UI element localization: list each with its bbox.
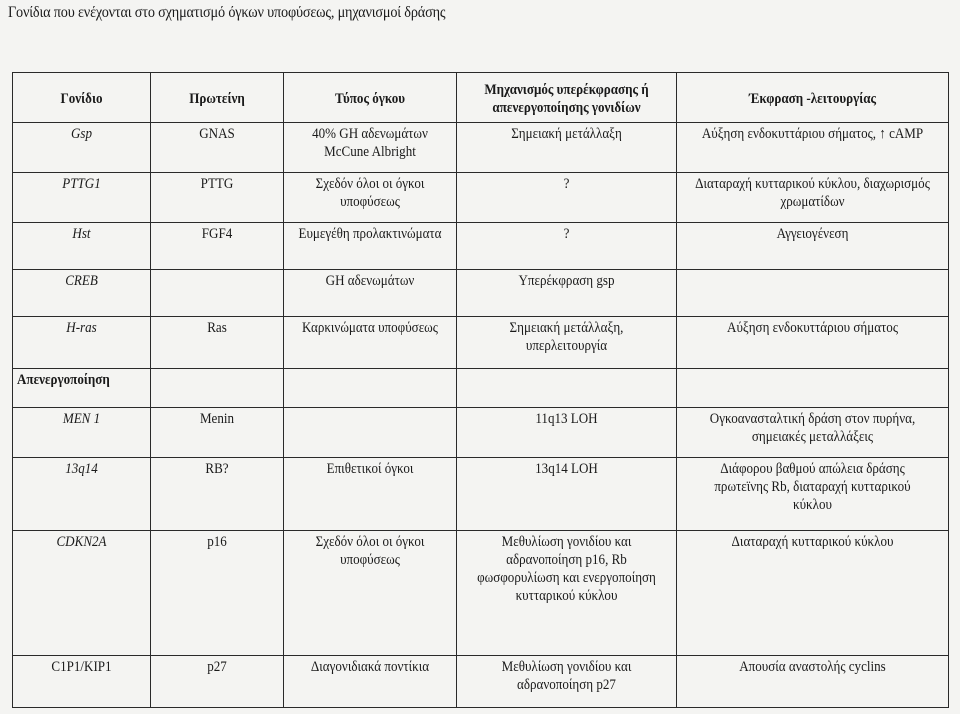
- cell-tumor: Καρκινώματα υποφύσεως: [284, 316, 457, 368]
- cell-protein: Menin: [151, 408, 284, 458]
- cell-mechanism: ?: [457, 222, 677, 269]
- cell-function: Διαταραχή κυτταρικού κύκλου, διαχωρισμός χρωματίδων: [677, 172, 949, 222]
- cell-protein: PTTG: [151, 172, 284, 222]
- cell-gene: 13q14: [13, 458, 151, 531]
- table-header-row: [13, 73, 949, 123]
- table-row: [13, 269, 949, 316]
- table-row: [13, 408, 949, 458]
- cell-function: Αύξηση ενδοκυττάριου σήματος, ↑ cAMP: [677, 123, 949, 173]
- cell-protein: [151, 269, 284, 316]
- cell-gene: CREB: [13, 269, 151, 316]
- cell-tumor: Ευμεγέθη προλακτινώματα: [284, 222, 457, 269]
- cell-mechanism: 11q13 LOH: [457, 408, 677, 458]
- cell-mechanism: Μεθυλίωση γονιδίου και αδρανοποίηση p16, Rb φωσφορυλίωση και ενεργοποίηση κυτταρικού κύκλου: [457, 530, 677, 655]
- section-label: Απενεργοποίηση: [13, 368, 151, 408]
- gene-table: [12, 72, 949, 708]
- cell-function: Απουσία αναστολής cyclins: [677, 655, 949, 707]
- cell-empty: [457, 368, 677, 408]
- cell-tumor: Επιθετικοί όγκοι: [284, 458, 457, 531]
- header-function: Έκφραση -λειτουργίας: [677, 73, 949, 123]
- cell-gene: MEN 1: [13, 408, 151, 458]
- cell-mechanism: Υπερέκφραση gsp: [457, 269, 677, 316]
- cell-function: Ογκοανασταλτική δράση στον πυρήνα, σημειακές μεταλλάξεις: [677, 408, 949, 458]
- table-row: [13, 316, 949, 368]
- table-row: [13, 222, 949, 269]
- cell-protein: RB?: [151, 458, 284, 531]
- table-row: [13, 530, 949, 655]
- section-row: [13, 368, 949, 408]
- header-mechanism: Μηχανισμός υπερέκφρασης ή απενεργοποίησης γονιδίων: [457, 73, 677, 123]
- cell-gene: Hst: [13, 222, 151, 269]
- cell-function: Αύξηση ενδοκυττάριου σήματος: [677, 316, 949, 368]
- cell-tumor: Σχεδόν όλοι οι όγκοι υποφύσεως: [284, 172, 457, 222]
- cell-gene: CDKN2A: [13, 530, 151, 655]
- cell-mechanism: Σημειακή μετάλλαξη, υπερλειτουργία: [457, 316, 677, 368]
- cell-gene: Gsp: [13, 123, 151, 173]
- page-title: Γονίδια που ενέχονται στο σχηματισμό όγκων υποφύσεως, μηχανισμοί δράσης: [8, 4, 446, 21]
- cell-protein: GNAS: [151, 123, 284, 173]
- cell-function: Αγγειογένεση: [677, 222, 949, 269]
- cell-protein: p16: [151, 530, 284, 655]
- cell-function: Διαταραχή κυτταρικού κύκλου: [677, 530, 949, 655]
- cell-function: Διάφορου βαθμού απώλεια δράσης πρωτεϊνης Rb, διαταραχή κυτταρικού κύκλου: [677, 458, 949, 531]
- table-row: [13, 172, 949, 222]
- header-tumor-type: Τύπος όγκου: [284, 73, 457, 123]
- cell-function: [677, 269, 949, 316]
- cell-mechanism: ?: [457, 172, 677, 222]
- cell-tumor: Σχεδόν όλοι οι όγκοι υποφύσεως: [284, 530, 457, 655]
- table-row: [13, 458, 949, 531]
- cell-mechanism: Σημειακή μετάλλαξη: [457, 123, 677, 173]
- cell-empty: [284, 368, 457, 408]
- cell-tumor: [284, 408, 457, 458]
- cell-gene: C1P1/KIP1: [13, 655, 151, 707]
- cell-empty: [677, 368, 949, 408]
- cell-tumor: 40% GH αδενωμάτων McCune Albright: [284, 123, 457, 173]
- header-protein: Πρωτείνη: [151, 73, 284, 123]
- cell-mechanism: Μεθυλίωση γονιδίου και αδρανοποίηση p27: [457, 655, 677, 707]
- cell-protein: p27: [151, 655, 284, 707]
- cell-empty: [151, 368, 284, 408]
- cell-protein: Ras: [151, 316, 284, 368]
- cell-protein: FGF4: [151, 222, 284, 269]
- cell-tumor: GH αδενωμάτων: [284, 269, 457, 316]
- cell-gene: H-ras: [13, 316, 151, 368]
- cell-tumor: Διαγονιδιακά ποντίκια: [284, 655, 457, 707]
- header-gene: Γονίδιο: [13, 73, 151, 123]
- cell-mechanism: 13q14 LOH: [457, 458, 677, 531]
- table-row: [13, 123, 949, 173]
- table-row: [13, 655, 949, 707]
- cell-gene: PTTG1: [13, 172, 151, 222]
